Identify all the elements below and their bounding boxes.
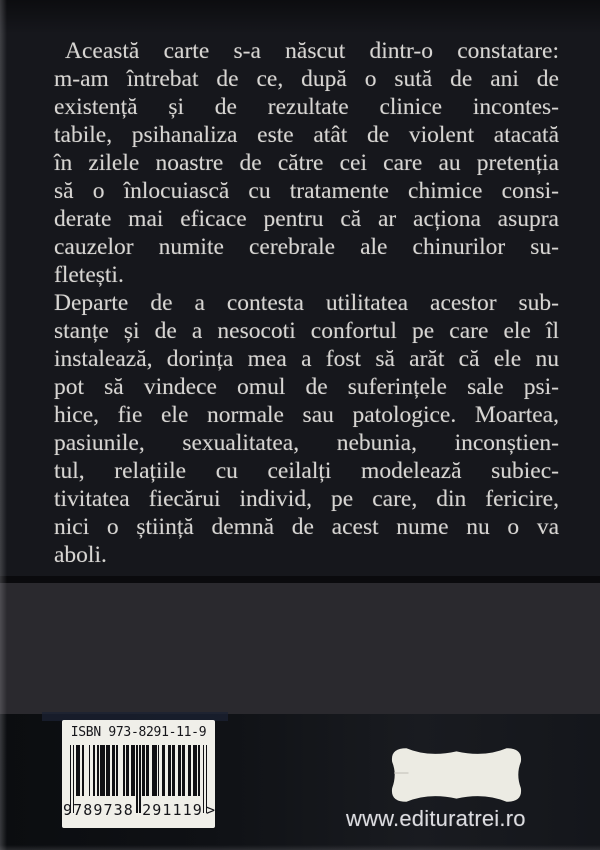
barcode-bar <box>158 745 159 796</box>
barcode-bar <box>190 745 191 796</box>
isbn-number: ISBN 973-8291-11-9 <box>70 725 207 740</box>
website-url: www.edituratrei.ro <box>346 806 526 831</box>
barcode-bar <box>116 745 117 796</box>
body-text-line: pot să vindece omul de suferințele sale psi- <box>54 374 559 400</box>
body-text-line: Departe de a contesta utilitatea acestor sub- <box>54 290 559 316</box>
barcode-bar <box>195 745 196 796</box>
barcode-bar <box>123 745 124 796</box>
back-cover-text <box>54 37 559 569</box>
barcode-bar <box>139 745 140 813</box>
body-text-line: tabile, psihanaliza este atât de violent atacată <box>54 122 559 148</box>
body-text-line: să o înlocuiască cu tratamente chimice consi- <box>54 178 559 204</box>
barcode <box>62 720 215 828</box>
ean-digit-first: 9 <box>63 801 73 819</box>
body-text-line: cauzelor numite cerebrale ale chinurilor su- <box>54 234 559 260</box>
dark-divider-strip <box>0 576 600 583</box>
body-text-line: fletești. <box>54 262 124 288</box>
body-text-line: nici o știință demnă de acest nume nu o va <box>54 514 559 540</box>
body-text-line: în zilele noastre de către cei care au pretenția <box>54 150 559 176</box>
barcode-bar <box>174 745 175 796</box>
barcode-bar <box>155 745 156 796</box>
barcode-bar <box>113 745 114 796</box>
barcode-bar <box>184 745 185 796</box>
barcode-bar <box>133 745 134 796</box>
body-text-line: m-am întrebat de ce, după o sută de ani de <box>54 66 559 92</box>
ean-suffix: > <box>206 801 216 819</box>
barcode-bar <box>148 745 149 796</box>
barcode-bar <box>79 745 80 796</box>
body-text-line: existență și de rezultate clinice incontes- <box>54 94 559 120</box>
top-shadow <box>0 0 600 34</box>
barcode-bar <box>144 745 145 796</box>
body-text-line: instalează, dorința mea a fost să arăt că ele nu <box>54 346 559 372</box>
body-text-line: hice, fie ele normale sau patologice. Moartea, <box>54 402 559 428</box>
barcode-bar <box>136 745 137 813</box>
scan-edge-left <box>0 0 7 850</box>
price-sticker <box>385 744 528 806</box>
scan-edge-bottom <box>0 845 600 850</box>
barcode-bar <box>103 745 104 796</box>
barcode-bar <box>180 745 181 796</box>
barcode-bar <box>164 745 165 796</box>
barcode-bar <box>93 745 94 796</box>
body-text-line: pasiunile, sexualitatea, nebunia, inconștien- <box>54 430 559 456</box>
body-text-line: tivitatea fiecărui individ, pe care, din fericire, <box>54 486 559 512</box>
body-text-line: aboli. <box>54 542 107 568</box>
barcode-bar <box>97 745 98 796</box>
barcode-bar <box>198 745 199 796</box>
ean-digit-group: 789738 <box>73 801 134 819</box>
barcode-bar <box>83 745 84 796</box>
ean-digit-group: 291119 <box>142 801 203 819</box>
body-text-line: Această carte s-a născut dintr-o constatare: <box>65 38 559 64</box>
barcode-bar <box>109 745 110 796</box>
barcode-bar <box>170 745 171 796</box>
body-text-line: derate mai eficace pentru că ar acționa asupra <box>54 206 559 232</box>
body-text-line: tul, relațiile cu ceilalți modelează subiec- <box>54 458 559 484</box>
barcode-bar <box>128 745 129 796</box>
barcode-bar <box>89 745 90 796</box>
body-text-line: stanțe și de a nesocoti confortul pe care ele îl <box>54 318 559 344</box>
blank-gray-band <box>0 583 600 714</box>
